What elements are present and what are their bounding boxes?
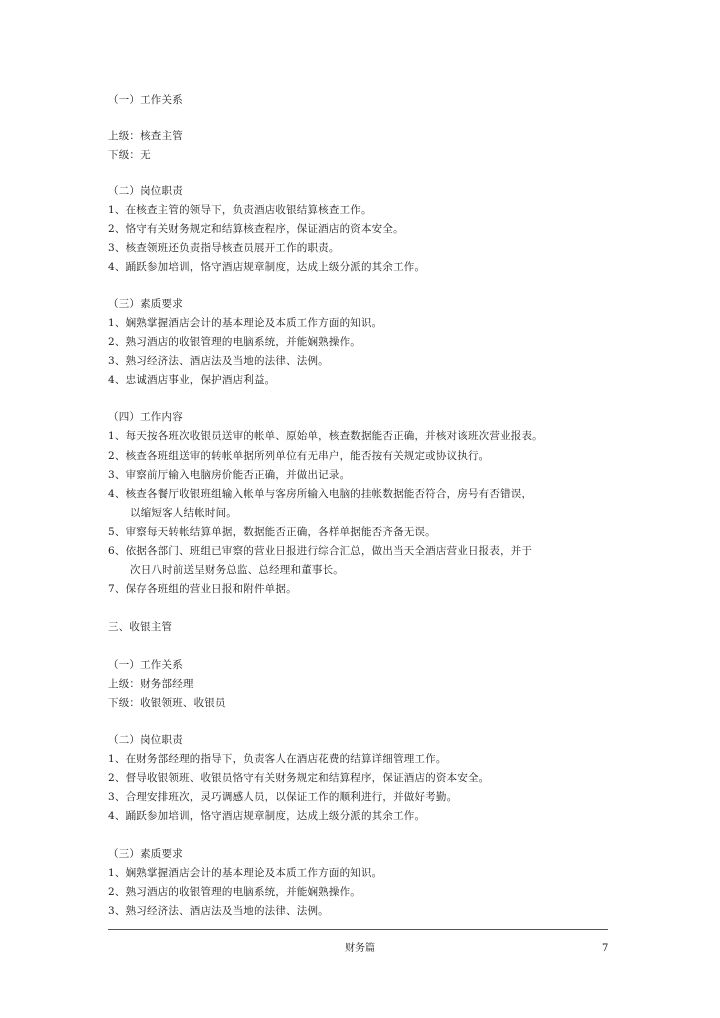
- list-item: 1、娴熟掌握酒店会计的基本理论及本质工作方面的知识。: [108, 867, 383, 879]
- heading-duties: （二）岗位职责: [108, 185, 183, 197]
- list-item: 1、在财务部经理的指导下，负责客人在酒店花费的结算详细管理工作。: [108, 753, 447, 765]
- list-item: 3、审察前厅输入电脑房价能否正确，并做出记录。: [108, 469, 351, 481]
- text-subordinate: 下级：收银领班、收银员: [108, 697, 226, 709]
- text-superior: 上级：财务部经理: [108, 678, 194, 690]
- list-item: 1、在核查主管的领导下，负责酒店收银结算核查工作。: [108, 204, 372, 216]
- list-item: 4、核查各餐厅收银班组输入帐单与客房所输入电脑的挂帐数据能否符合，房号有否错误，: [108, 488, 533, 500]
- list-item-continuation: 次日八时前送呈财务总监、总经理和董事长。: [130, 564, 344, 576]
- list-item: 3、合理安排班次，灵巧调感人员，以保证工作的顺利进行，并做好考勤。: [108, 791, 458, 803]
- list-item: 1、娴熟掌握酒店会计的基本理论及本质工作方面的知识。: [108, 317, 383, 329]
- list-item: 2、督导收银领班、收银员恪守有关财务规定和结算程序，保证酒店的资本安全。: [108, 772, 490, 784]
- list-item: 3、核查领班还负责指导核查员展开工作的职责。: [108, 242, 340, 254]
- footer-divider: [108, 929, 608, 930]
- list-item: 4、踊跃参加培训，恪守酒店规章制度，达成上级分派的其余工作。: [108, 810, 426, 822]
- list-item: 4、踊跃参加培训，恪守酒店规章制度，达成上级分派的其余工作。: [108, 261, 426, 273]
- heading-work-content: （四）工作内容: [108, 411, 183, 423]
- list-item: 3、熟习经济法、酒店法及当地的法律、法例。: [108, 355, 329, 367]
- heading-duties: （二）岗位职责: [108, 734, 183, 746]
- heading-work-relations: （一）工作关系: [108, 94, 183, 106]
- page-number: 7: [602, 943, 609, 954]
- text-subordinate: 下级：无: [108, 149, 151, 161]
- heading-qualifications: （三）素质要求: [108, 298, 183, 310]
- heading-qualifications: （三）素质要求: [108, 848, 183, 860]
- list-item: 2、熟习酒店的收银管理的电脑系统，并能娴熟操作。: [108, 886, 361, 898]
- list-item: 7、保存各班组的营业日报和附件单据。: [108, 583, 297, 595]
- list-item-continuation: 以缩短客人结帐时间。: [130, 507, 237, 519]
- list-item: 2、熟习酒店的收银管理的电脑系统，并能娴熟操作。: [108, 336, 361, 348]
- section-title-cashier-supervisor: 三、收银主管: [108, 621, 173, 633]
- list-item: 1、每天按各班次收银员送审的帐单、原始单，核查数据能否正确，并核对该班次营业报表。: [108, 430, 543, 442]
- heading-work-relations: （一）工作关系: [108, 659, 183, 671]
- list-item: 6、依据各部门、班组已审察的营业日报进行综合汇总，做出当天全酒店营业日报表，并于: [108, 545, 533, 557]
- list-item: 3、熟习经济法、酒店法及当地的法律、法例。: [108, 905, 329, 917]
- list-item: 2、恪守有关财务规定和结算核查程序，保证酒店的资本安全。: [108, 223, 404, 235]
- list-item: 5、审察每天转帐结算单据，数据能否正确，各样单据能否齐备无误。: [108, 526, 436, 538]
- footer-title: 财务篇: [345, 943, 375, 954]
- list-item: 2、核查各班组送审的转帐单据所列单位有无串户，能否按有关规定或协议执行。: [108, 450, 490, 462]
- list-item: 4、忠诚酒店事业，保护酒店利益。: [108, 374, 276, 386]
- text-superior: 上级：核查主管: [108, 130, 183, 142]
